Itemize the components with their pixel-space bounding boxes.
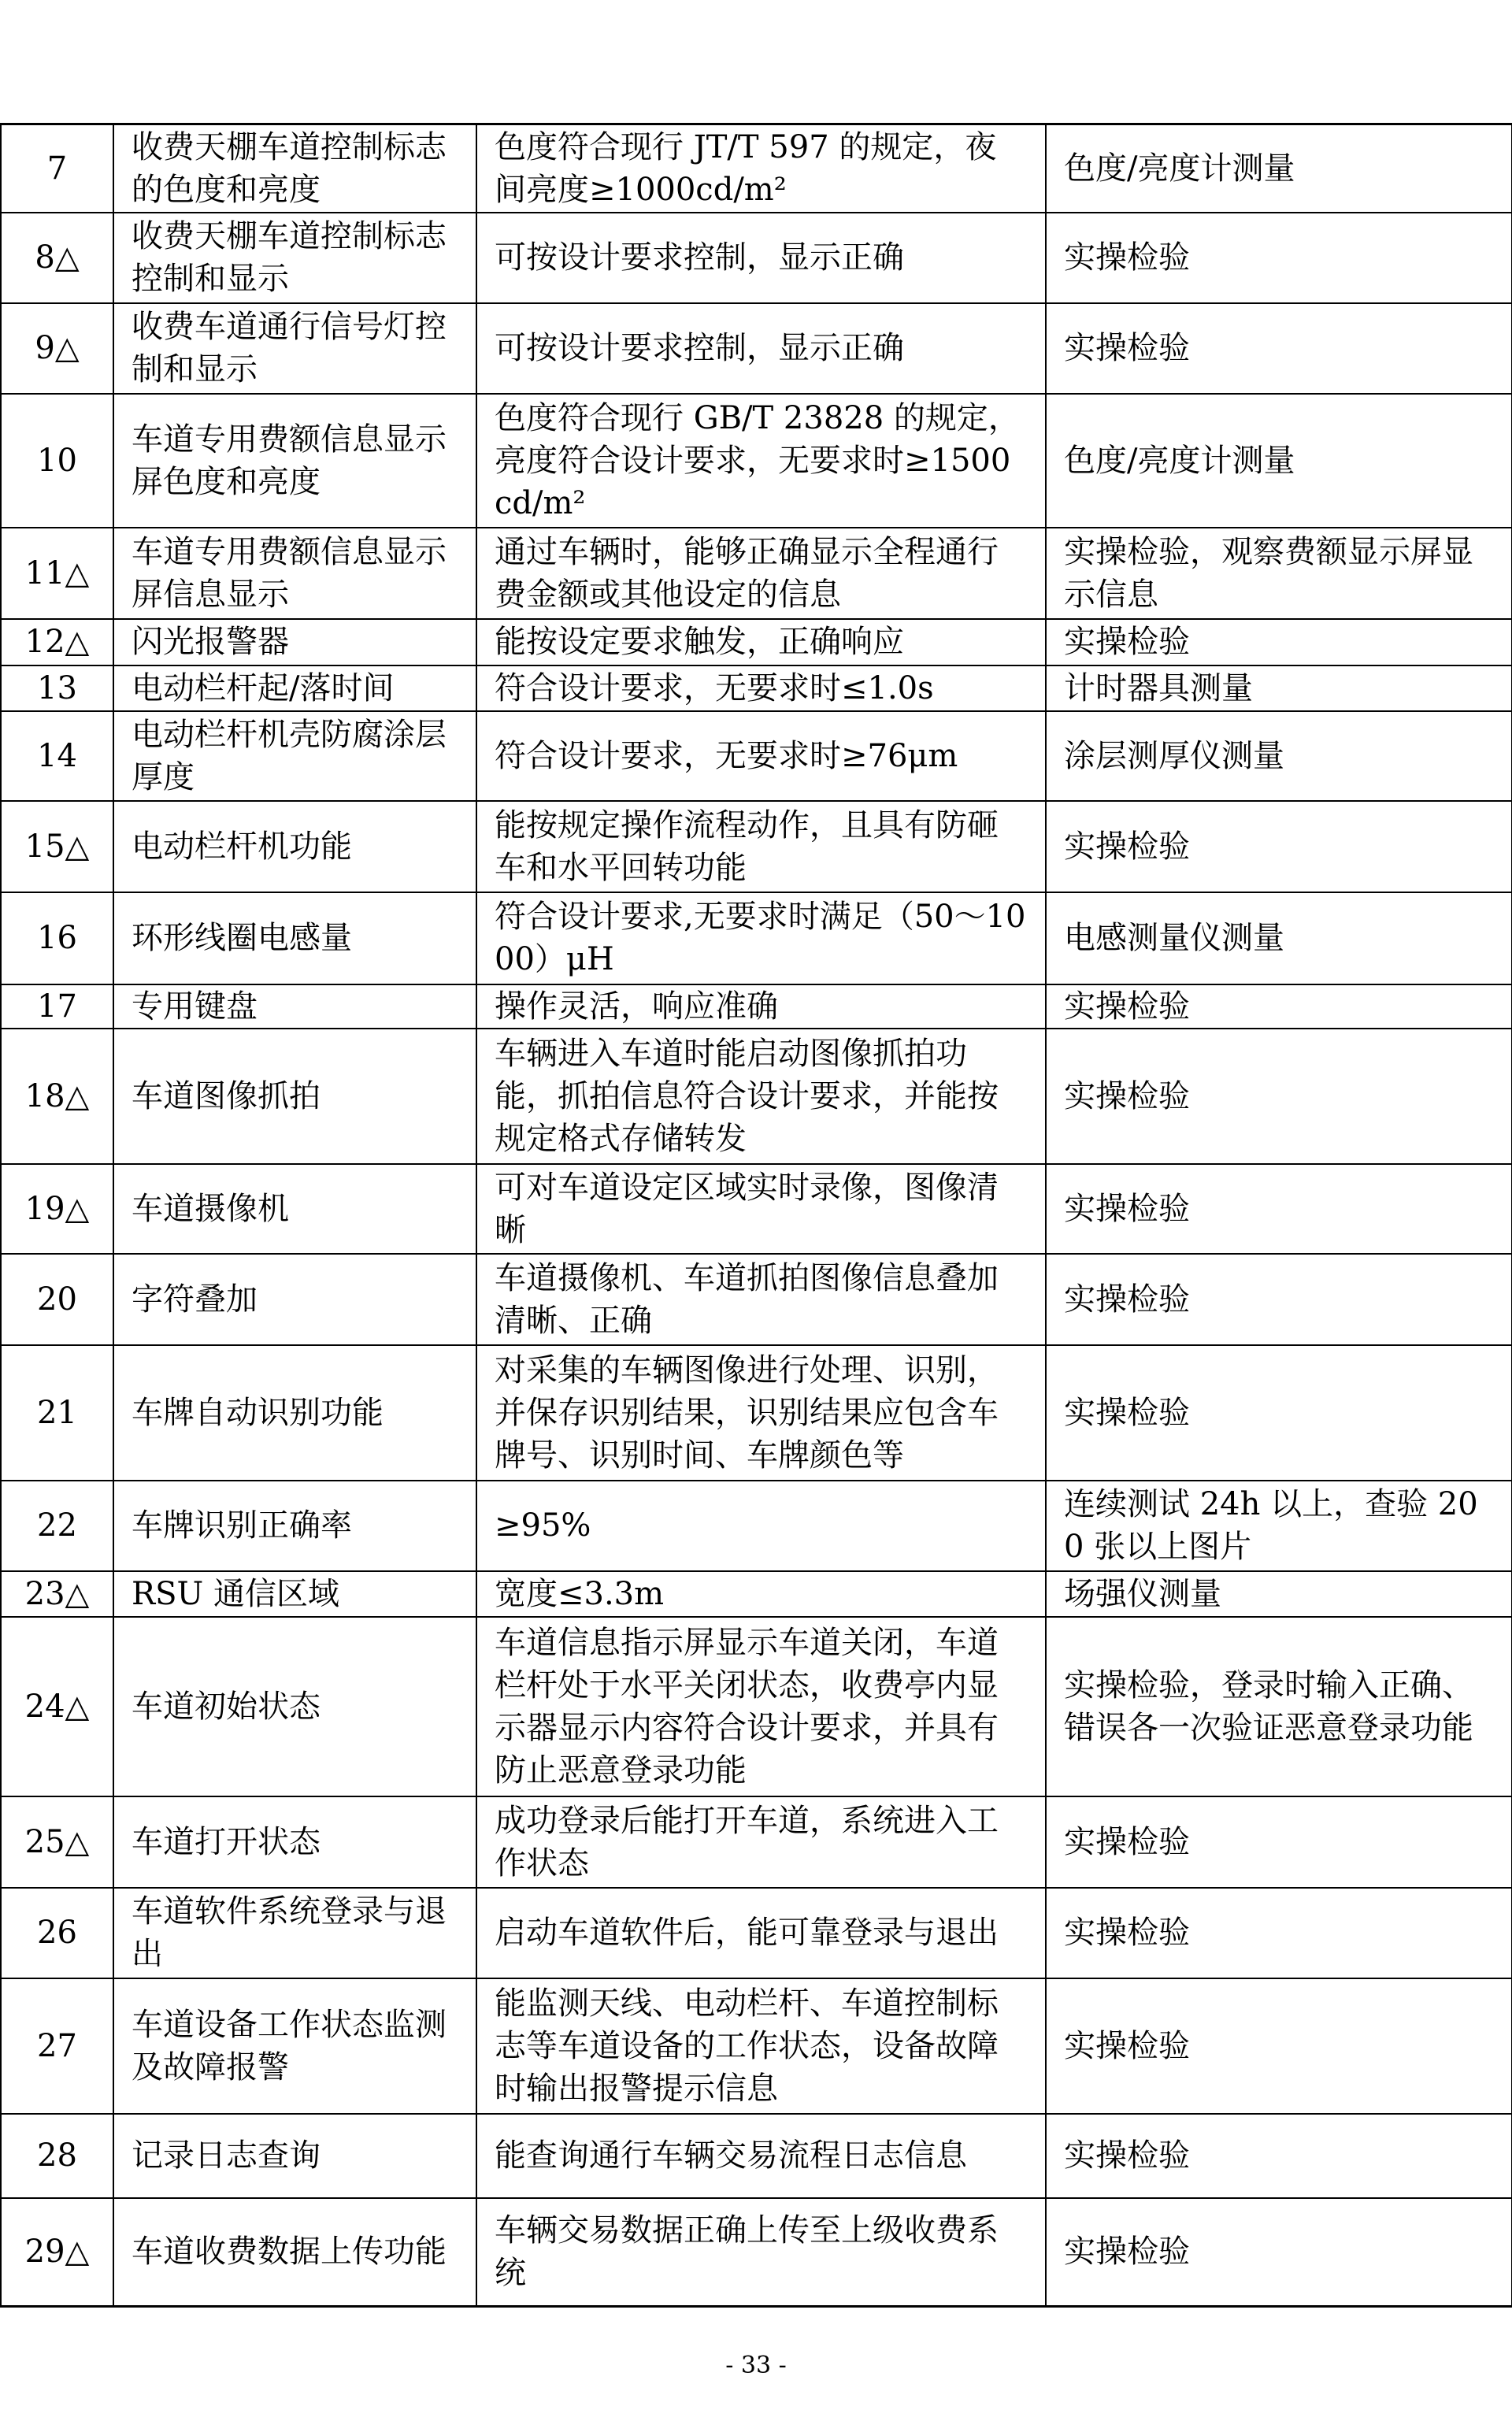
requirement-cell: 符合设计要求,无要求时满足（50～1000）μH (476, 892, 1046, 984)
method-cell: 实操检验，登录时输入正确、错误各一次验证恶意登录功能 (1046, 1617, 1512, 1796)
requirement-cell: 可按设计要求控制，显示正确 (476, 303, 1046, 394)
method-cell: 实操检验 (1046, 619, 1512, 665)
item-cell: 记录日志查询 (113, 2114, 476, 2198)
requirement-cell: 色度符合现行 JT/T 597 的规定，夜间亮度≥1000cd/m² (476, 124, 1046, 213)
item-cell: 车道收费数据上传功能 (113, 2198, 476, 2307)
requirement-cell: 色度符合现行 GB/T 23828 的规定，亮度符合设计要求，无要求时≥1500cd/m² (476, 394, 1046, 528)
method-cell: 实操检验 (1046, 1029, 1512, 1164)
requirement-cell: 车辆进入车道时能启动图像抓拍功能，抓拍信息符合设计要求，并能按规定格式存储转发 (476, 1029, 1046, 1164)
requirement-cell: 能按设定要求触发，正确响应 (476, 619, 1046, 665)
row-number-cell: 29△ (1, 2198, 113, 2307)
row-number-cell: 24△ (1, 1617, 113, 1796)
item-cell: 收费车道通行信号灯控制和显示 (113, 303, 476, 394)
row-number-cell: 9△ (1, 303, 113, 394)
item-cell: 车道初始状态 (113, 1617, 476, 1796)
item-cell: 车牌识别正确率 (113, 1481, 476, 1571)
row-number-cell: 8△ (1, 213, 113, 303)
table-row (1, 1888, 1512, 1978)
row-number-cell: 21 (1, 1345, 113, 1481)
row-number-cell: 20 (1, 1254, 113, 1345)
item-cell: 车道专用费额信息显示屏色度和亮度 (113, 394, 476, 528)
row-number-cell: 22 (1, 1481, 113, 1571)
requirement-cell: 启动车道软件后，能可靠登录与退出 (476, 1888, 1046, 1978)
requirement-cell: 可按设计要求控制，显示正确 (476, 213, 1046, 303)
row-number-cell: 14 (1, 711, 113, 801)
method-cell: 涂层测厚仪测量 (1046, 711, 1512, 801)
row-number-cell: 19△ (1, 1164, 113, 1254)
item-cell: 车道专用费额信息显示屏信息显示 (113, 528, 476, 619)
requirement-cell: 通过车辆时，能够正确显示全程通行费金额或其他设定的信息 (476, 528, 1046, 619)
table-row (1, 1164, 1512, 1254)
item-cell: 车道打开状态 (113, 1796, 476, 1888)
table-row (1, 1571, 1512, 1617)
inspection-items-table (0, 123, 1512, 2308)
requirement-cell: 符合设计要求，无要求时≥76μm (476, 711, 1046, 801)
requirement-cell: 车道摄像机、车道抓拍图像信息叠加清晰、正确 (476, 1254, 1046, 1345)
method-cell: 实操检验 (1046, 984, 1512, 1029)
table-row (1, 1481, 1512, 1571)
item-cell: 闪光报警器 (113, 619, 476, 665)
item-cell: 收费天棚车道控制标志的色度和亮度 (113, 124, 476, 213)
item-cell: 车道设备工作状态监测及故障报警 (113, 1978, 476, 2114)
requirement-cell: 能按规定操作流程动作，且具有防砸车和水平回转功能 (476, 801, 1046, 892)
method-cell: 计时器具测量 (1046, 665, 1512, 711)
item-cell: 车道软件系统登录与退出 (113, 1888, 476, 1978)
requirement-cell: 符合设计要求，无要求时≤1.0s (476, 665, 1046, 711)
method-cell: 连续测试 24h 以上，查验 200 张以上图片 (1046, 1481, 1512, 1571)
row-number-cell: 26 (1, 1888, 113, 1978)
row-number-cell: 13 (1, 665, 113, 711)
method-cell: 实操检验 (1046, 2114, 1512, 2198)
row-number-cell: 12△ (1, 619, 113, 665)
item-cell: 字符叠加 (113, 1254, 476, 1345)
table-row (1, 892, 1512, 984)
page-number: - 33 - (725, 2352, 787, 2379)
table-body (1, 124, 1512, 2307)
method-cell: 实操检验 (1046, 1254, 1512, 1345)
requirement-cell: 操作灵活，响应准确 (476, 984, 1046, 1029)
item-cell: 电动栏杆机壳防腐涂层厚度 (113, 711, 476, 801)
table-row (1, 711, 1512, 801)
table-row (1, 1254, 1512, 1345)
method-cell: 实操检验 (1046, 1888, 1512, 1978)
table-row (1, 1345, 1512, 1481)
row-number-cell: 7 (1, 124, 113, 213)
row-number-cell: 27 (1, 1978, 113, 2114)
method-cell: 实操检验 (1046, 1345, 1512, 1481)
table-row (1, 1617, 1512, 1796)
table-row (1, 1029, 1512, 1164)
method-cell: 实操检验 (1046, 1164, 1512, 1254)
item-cell: 收费天棚车道控制标志控制和显示 (113, 213, 476, 303)
row-number-cell: 11△ (1, 528, 113, 619)
table-row (1, 528, 1512, 619)
item-cell: 环形线圈电感量 (113, 892, 476, 984)
table-row (1, 665, 1512, 711)
item-cell: 电动栏杆机功能 (113, 801, 476, 892)
item-cell: 车道图像抓拍 (113, 1029, 476, 1164)
method-cell: 场强仪测量 (1046, 1571, 1512, 1617)
requirement-cell: ≥95% (476, 1481, 1046, 1571)
table-row (1, 2114, 1512, 2198)
method-cell: 实操检验 (1046, 303, 1512, 394)
item-cell: 车牌自动识别功能 (113, 1345, 476, 1481)
method-cell: 实操检验 (1046, 1796, 1512, 1888)
table-row (1, 619, 1512, 665)
item-cell: 车道摄像机 (113, 1164, 476, 1254)
row-number-cell: 23△ (1, 1571, 113, 1617)
table-row (1, 2198, 1512, 2307)
requirement-cell: 车道信息指示屏显示车道关闭，车道栏杆处于水平关闭状态，收费亭内显示器显示内容符合设计要求，并具有防止恶意登录功能 (476, 1617, 1046, 1796)
requirement-cell: 对采集的车辆图像进行处理、识别，并保存识别结果，识别结果应包含车牌号、识别时间、车牌颜色等 (476, 1345, 1046, 1481)
row-number-cell: 25△ (1, 1796, 113, 1888)
requirement-cell: 车辆交易数据正确上传至上级收费系统 (476, 2198, 1046, 2307)
table-row (1, 801, 1512, 892)
item-cell: RSU 通信区域 (113, 1571, 476, 1617)
item-cell: 专用键盘 (113, 984, 476, 1029)
table-row (1, 124, 1512, 213)
method-cell: 实操检验 (1046, 2198, 1512, 2307)
requirement-cell: 能监测天线、电动栏杆、车道控制标志等车道设备的工作状态，设备故障时输出报警提示信息 (476, 1978, 1046, 2114)
requirement-cell: 成功登录后能打开车道，系统进入工作状态 (476, 1796, 1046, 1888)
table-row (1, 213, 1512, 303)
method-cell: 色度/亮度计测量 (1046, 394, 1512, 528)
table-row (1, 303, 1512, 394)
row-number-cell: 28 (1, 2114, 113, 2198)
row-number-cell: 18△ (1, 1029, 113, 1164)
table-row (1, 984, 1512, 1029)
table-row (1, 1796, 1512, 1888)
row-number-cell: 17 (1, 984, 113, 1029)
requirement-cell: 能查询通行车辆交易流程日志信息 (476, 2114, 1046, 2198)
method-cell: 实操检验 (1046, 1978, 1512, 2114)
method-cell: 电感测量仪测量 (1046, 892, 1512, 984)
requirement-cell: 宽度≤3.3m (476, 1571, 1046, 1617)
method-cell: 实操检验 (1046, 801, 1512, 892)
row-number-cell: 15△ (1, 801, 113, 892)
method-cell: 实操检验 (1046, 213, 1512, 303)
item-cell: 电动栏杆起/落时间 (113, 665, 476, 711)
row-number-cell: 16 (1, 892, 113, 984)
requirement-cell: 可对车道设定区域实时录像，图像清晰 (476, 1164, 1046, 1254)
table-row (1, 1978, 1512, 2114)
row-number-cell: 10 (1, 394, 113, 528)
method-cell: 色度/亮度计测量 (1046, 124, 1512, 213)
table-row (1, 394, 1512, 528)
method-cell: 实操检验，观察费额显示屏显示信息 (1046, 528, 1512, 619)
